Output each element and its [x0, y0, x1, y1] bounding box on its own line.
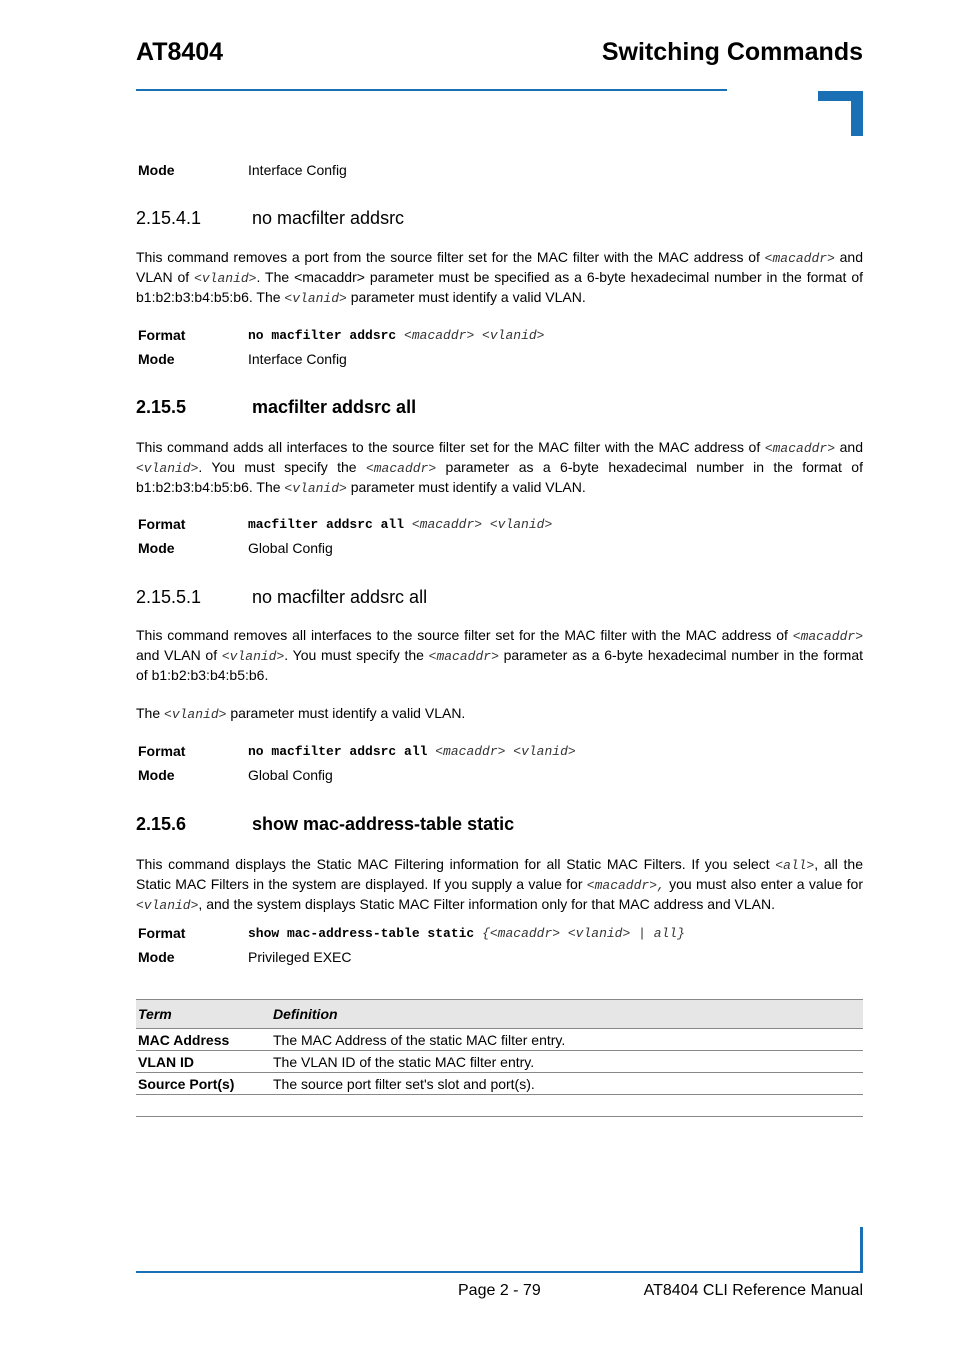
table-header-definition: Definition [271, 1000, 863, 1029]
table-cell-term: Source Port(s) [136, 1073, 271, 1095]
section-number: 2.15.5.1 [136, 587, 202, 607]
section-description: This command displays the Static MAC Filtering information for all Static MAC Filters. If you select <all>, all the Static MAC Filters in the system are displayed. If you supply a value for <macaddr>, you must also enter a value for <vlanid>, and the system displays Static MAC Filter information only for that MAC address and VLAN. [136, 856, 863, 913]
format-label: Format [138, 925, 186, 941]
mode-value: Global Config [248, 767, 333, 783]
format-syntax: no macfilter addsrc all <macaddr> <vlanid> [248, 744, 576, 759]
format-label: Format [138, 327, 186, 343]
mode-label: Mode [138, 540, 175, 556]
section-title: show mac-address-table static [252, 814, 515, 834]
mode-label: Mode [138, 351, 175, 367]
mode-value: Interface Config [248, 351, 347, 367]
format-syntax: no macfilter addsrc <macaddr> <vlanid> [248, 328, 545, 343]
header-corner-mark-vertical [851, 91, 863, 136]
mode-value: Global Config [248, 540, 333, 556]
footer-rule [136, 1271, 863, 1273]
table-row [136, 1029, 863, 1051]
format-label: Format [138, 516, 186, 532]
mode-value: Interface Config [248, 162, 347, 178]
table-cell-definition: The MAC Address of the static MAC filter entry. [271, 1029, 863, 1051]
header-product: AT8404 [136, 38, 224, 66]
table-row [136, 1073, 863, 1095]
format-label: Format [138, 743, 186, 759]
header-chapter: Switching Commands [601, 38, 863, 66]
mode-label: Mode [138, 767, 175, 783]
footer-corner-mark [860, 1227, 863, 1273]
section-description: This command removes all interfaces to the source filter set for the MAC filter with the MAC address of <macaddr> and VLAN of <vlanid>. You must specify the <macaddr> parameter as a 6-byte hexadecimal number in the format of b1:b2:b3:b4:b5:b6. [136, 627, 863, 683]
table-cell-term: MAC Address [136, 1029, 271, 1051]
section-title: no macfilter addsrc [252, 208, 405, 228]
header-rule [136, 89, 727, 91]
section-number: 2.15.5 [136, 397, 187, 417]
table-header-row [136, 1000, 863, 1029]
term-definition-table [136, 999, 863, 1095]
section-title: no macfilter addsrc all [252, 587, 428, 607]
section-note: The <vlanid> parameter must identify a valid VLAN. [136, 705, 466, 722]
format-syntax: show mac-address-table static {<macaddr> <vlanid> | all} [248, 926, 685, 941]
table-row [136, 1051, 863, 1073]
mode-label: Mode [138, 162, 175, 178]
section-description: This command adds all interfaces to the source filter set for the MAC filter with the MAC address of <macaddr> and <vlanid>. You must specify the <macaddr> parameter as a 6-byte hexadecimal number in the format of b1:b2:b3:b4:b5:b6. The <vlanid> parameter must identify a valid VLAN. [136, 439, 863, 496]
section-number: 2.15.4.1 [136, 208, 202, 228]
section-description: This command removes a port from the source filter set for the MAC filter with the MAC address of <macaddr> and VLAN of <vlanid>. The <macaddr> parameter must be specified as a 6-byte hexadecimal number in the format of b1:b2:b3:b4:b5:b6. The <vlanid> parameter must identify a valid VLAN. [136, 249, 863, 306]
section-title: macfilter addsrc all [252, 397, 417, 417]
table-cell-term: VLAN ID [136, 1051, 271, 1073]
mode-value: Privileged EXEC [248, 949, 352, 965]
mode-label: Mode [138, 949, 175, 965]
section-number: 2.15.6 [136, 814, 187, 834]
table-cell-definition: The source port filter set's slot and port(s). [271, 1073, 863, 1095]
table-end-rule [136, 1116, 863, 1117]
table-cell-definition: The VLAN ID of the static MAC filter entry. [271, 1051, 863, 1073]
footer-page-number: Page 2 - 79 [458, 1282, 541, 1299]
footer-manual-title: AT8404 CLI Reference Manual [643, 1282, 863, 1299]
format-syntax: macfilter addsrc all <macaddr> <vlanid> [248, 517, 553, 532]
table-header-term: Term [136, 1000, 271, 1029]
